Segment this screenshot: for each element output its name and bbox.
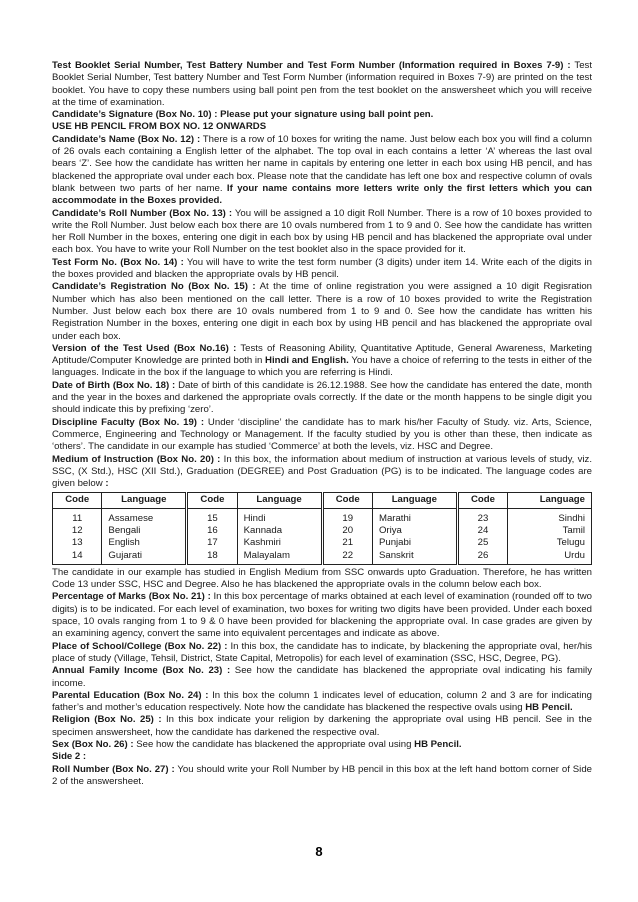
heading: Parental Education (Box No. 24) :	[52, 689, 209, 701]
para-roll-number-side2	[52, 764, 592, 789]
body-text: In this box percentage of marks obtained at each level of examination (rounded off to two digits) is to be indicated. For each level of examination, two boxes for writing two digits have been provided. Under each boxed space, 10 ovals ranging from 1 to 9 & 0 have been provided for blackening the appropriate oval. In case grades are given by an examining agency, convert the same into equivalent percentages and indicate as above.	[52, 591, 593, 640]
heading: Date of Birth (Box No. 18) :	[52, 379, 176, 391]
heading: Candidate’s Name (Box No. 12) :	[52, 133, 201, 145]
table-cell: 17	[187, 537, 237, 549]
table-cell: 19	[322, 508, 372, 525]
table-header-row	[53, 493, 592, 508]
table-cell: Punjabi	[372, 537, 457, 549]
table-cell: Sindhi	[508, 508, 592, 525]
heading: Test Form No. (Box No. 14) :	[52, 256, 184, 268]
table-cell: 16	[187, 525, 237, 537]
table-cell: 22	[322, 550, 372, 565]
column-header: Language	[508, 493, 592, 508]
table-row	[53, 508, 592, 525]
table-cell: Tamil	[508, 525, 592, 537]
table-cell: Marathi	[372, 508, 457, 525]
table-cell: Hindi	[237, 508, 322, 525]
table-cell: Sanskrit	[372, 550, 457, 565]
table-row	[53, 550, 592, 565]
para-candidate-name	[52, 134, 592, 208]
column-header: Language	[237, 493, 322, 508]
body-text: In this box, the candidate has to indicate, by blackening the appropriate oval, her/his place of study (Village, Tehsil, District, State Capital, Metropolis) for each level of examination (SSC, HSC, Degree, PG).	[52, 640, 592, 664]
emphasis-text: If your name contains more letters write only the first letters which you can accommodate in the Boxes provided.	[52, 182, 592, 207]
heading: Candidate’s Signature (Box No. 10) : Please put your signature using ball point pen.	[52, 109, 434, 121]
body-text: Under ‘discipline’ the candidate has to mark his/her Faculty of Study. viz. Arts, Science, Commerce, Engineering and Technology or Management. If the faculty studied by you is other than these, then indicate as ‘others’. The candidate in our example has studied ‘Commerce’ at both the levels, viz. HSC and Degree.	[52, 416, 592, 453]
heading: Religion (Box No. 25) :	[52, 714, 162, 726]
table-cell: Oriya	[372, 525, 457, 537]
table-cell: 15	[187, 508, 237, 525]
column-header: Language	[372, 493, 457, 508]
column-header: Code	[457, 493, 507, 508]
table-cell: Kannada	[237, 525, 322, 537]
para-hb-pencil	[52, 121, 592, 133]
heading: Roll Number (Box No. 27) :	[52, 763, 175, 775]
heading: USE HB PENCIL FROM BOX NO. 12 ONWARDS	[52, 121, 267, 133]
body-text: The candidate in our example has studied in English Medium from SSC onwards upto Graduation. Therefore, he has written Code 13 under SSC, HSC and Degree. Also he has blackened the appropriate ovals in the column below each box.	[52, 566, 592, 591]
table-cell: 11	[53, 508, 102, 525]
instructions-page	[52, 60, 592, 788]
para-sex	[52, 739, 592, 751]
body-text: You will have to write the test form number (3 digits) under item 14. Write each of the digits in the boxes provided and blacken the appropriate ovals by HB pencil.	[52, 256, 592, 281]
para-booklet-serial	[52, 60, 592, 109]
table-cell: 21	[322, 537, 372, 549]
table-cell: 20	[322, 525, 372, 537]
heading: Percentage of Marks (Box No. 21) :	[52, 591, 211, 603]
para-place	[52, 641, 592, 666]
para-income	[52, 665, 592, 690]
body-text: See how the candidate has blackened the appropriate oval using	[133, 739, 415, 751]
column-header: Code	[322, 493, 372, 508]
heading: Candidate’s Roll Number (Box No. 13) :	[52, 207, 233, 219]
body-text: You should write your Roll Number by HB pencil in this box at the left hand bottom corner of Side 2 of the answersheet.	[52, 763, 592, 787]
emphasis-text: HB Pencil.	[525, 702, 573, 714]
body-text: Test Booklet Serial Number, Test battery Number and Test Form Number (information required in Boxes 7-9) are printed on the test booklet. You have to copy these numbers using ball point pen from the test booklet on the answersheet which you will receive at the time of examination.	[52, 60, 592, 108]
table-cell: Bengali	[102, 525, 187, 537]
heading: Discipline Faculty (Box No. 19) :	[52, 416, 205, 428]
heading: Version of the Test Used (Box No.16) :	[52, 342, 237, 354]
body-text: Tests of Reasoning Ability, Quantitative Aptitude, General Awareness, Marketing Aptitude/Computer Knowledge are printed both in	[52, 342, 592, 367]
para-test-version	[52, 343, 592, 380]
table-cell: Malayalam	[237, 550, 322, 565]
table-cell: Gujarati	[102, 550, 187, 565]
table-row	[53, 537, 592, 549]
body-text: In this box the column 1 indicates level of education, column 2 and 3 are for indicating father’s and mother’s education respectively. Note how the candidate has blackened the respective ovals using	[52, 689, 592, 714]
para-percentage	[52, 591, 592, 640]
table-cell: Kashmiri	[237, 537, 322, 549]
table-cell: 13	[53, 537, 102, 549]
para-religion	[52, 714, 592, 739]
column-header: Code	[53, 493, 102, 508]
body-text: In this box indicate your religion by darkening the appropriate oval using HB pencil. See in the specimen answersheet, how the candidate has darkened the respective oval.	[52, 714, 592, 738]
emphasis-text: HB Pencil.	[414, 739, 462, 751]
para-signature	[52, 109, 592, 121]
heading: Candidate’s Registration No (Box No. 15) :	[52, 281, 256, 293]
heading: Test Booklet Serial Number, Test Battery Number and Test Form Number (Information required in Boxes 7-9) :	[52, 60, 571, 71]
para-medium	[52, 454, 592, 491]
table-cell: Assamese	[102, 508, 187, 525]
heading: Place of School/College (Box No. 22) :	[52, 640, 228, 652]
body-text: At the time of online registration you were assigned a 10 digit Regisration Number which has also been mentioned on the call letter. There is a row of 10 boxes provided to write the Registration Number. Just below each box there are 10 ovals numbered from 1 to 9 and 0. See how the candidate has written his Registration Number in the boxes, entering one digit in each box by using HB pencil and has blackened the appropriate oval under each box.	[52, 281, 592, 342]
table-cell: 24	[457, 525, 507, 537]
para-parental	[52, 690, 592, 715]
body-text: In this box, the information about medium of instruction at various levels of study, viz. SSC, (X Std.), HSC (XII Std.), Graduation (DEGREE) and Post Graduation (PG) is to be indicated. The language codes are given below	[52, 453, 592, 490]
para-discipline	[52, 417, 592, 454]
body-text: There is a row of 10 boxes for writing the name. Just below each box you will find a column of 26 ovals each containing a English letter of the alphabet. The top oval in each contains a letter ‘A’ whereas the last oval bears ‘Z’. See how the candidate has written her name in capitals by entering one letter in each box using HB pencil, and has blackened the appropriate oval under each box. Please note that the candidate has left one box and respective column of ovals blank between two parts of her name.	[52, 133, 592, 194]
table-cell: Telugu	[508, 537, 592, 549]
table-cell: 14	[53, 550, 102, 565]
table-cell: 23	[457, 508, 507, 525]
heading: Side 2 :	[52, 751, 87, 763]
page-number: 8	[315, 844, 323, 859]
table-cell: 26	[457, 550, 507, 565]
body-text: See how the candidate has blackened the appropriate oval indicating his family income.	[52, 665, 592, 689]
body-text: You have a choice of referring to the tests in either of the languages. Indicate in the box if the language to which you are referring is Hindi.	[52, 355, 592, 379]
para-side-2	[52, 751, 592, 763]
para-test-form	[52, 257, 592, 282]
table-cell: 25	[457, 537, 507, 549]
column-header: Code	[187, 493, 237, 508]
table-row	[53, 525, 592, 537]
table-cell: English	[102, 537, 187, 549]
heading: Medium of Instruction (Box No. 20) :	[52, 453, 221, 465]
para-date-of-birth	[52, 380, 592, 417]
heading: Sex (Box No. 26) :	[52, 739, 134, 751]
table-cell: 12	[53, 525, 102, 537]
emphasis-text: Hindi and English.	[265, 355, 349, 367]
language-code-table	[52, 492, 592, 564]
para-registration	[52, 281, 592, 342]
para-roll-number	[52, 208, 592, 257]
heading: Annual Family Income (Box No. 23) :	[52, 665, 231, 677]
body-text: Date of birth of this candidate is 26.12.1988. See how the candidate has entered the date, month and the year in the boxes and darkened the appropriate ovals correctly. If the date or the month happens to be single digit you should indicate this by prefixing ‘zero’.	[52, 379, 592, 416]
emphasis-text: :	[105, 478, 109, 490]
body-text: You will be assigned a 10 digit Roll Number. There is a row of 10 boxes provided to write the Roll Number. Just below each box there are 10 ovals numbered from 1 to 9 and 0. See how the candidate has written her Roll Number in the boxes, entering one digit in each box by using HB pencil and has blackened the appropriate oval under each box. You have to write your Roll Number on the test booklet also in the space provided for it.	[52, 207, 592, 256]
table-cell: 18	[187, 550, 237, 565]
column-header: Language	[102, 493, 187, 508]
para-medium-example	[52, 567, 592, 592]
table-cell: Urdu	[508, 550, 592, 565]
